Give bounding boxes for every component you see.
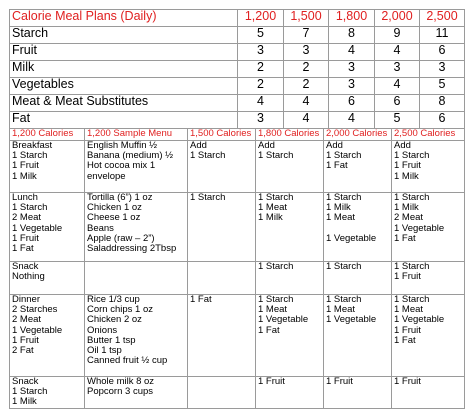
servings-value: 5 xyxy=(420,78,465,95)
menu-line: Add xyxy=(394,140,411,151)
menu-cell xyxy=(85,295,188,377)
servings-value: 4 xyxy=(238,95,284,112)
servings-value: 2 xyxy=(238,61,284,78)
menu-cell xyxy=(392,295,465,377)
servings-value: 2 xyxy=(284,61,329,78)
menu-cell xyxy=(324,377,392,409)
menu-line: 1 Starch xyxy=(326,261,362,272)
menu-line: Popcorn 3 cups xyxy=(87,386,154,398)
menu-line: 1 Starch xyxy=(258,192,294,203)
summary-header-calories: 1,500 xyxy=(284,10,329,27)
servings-value: 6 xyxy=(420,112,465,129)
menu-line: English Muffin ½ xyxy=(87,140,158,151)
menu-line: Chicken 1 oz xyxy=(87,202,142,214)
menu-line: 1 Milk xyxy=(326,202,351,214)
menu-line: 1 Vegetable xyxy=(12,222,63,234)
menu-line: 2 Meat xyxy=(12,314,42,326)
menu-line: 1 Meat xyxy=(394,304,424,316)
menu-cell xyxy=(10,262,85,295)
table-row xyxy=(10,295,465,377)
food-group-label: Starch xyxy=(10,27,238,44)
menu-line: 1 Starch xyxy=(12,150,48,162)
menu-cell xyxy=(256,193,324,262)
servings-value: 3 xyxy=(238,44,284,61)
menu-line: 1 Starch xyxy=(258,294,294,305)
menu-line: Cheese 1 oz xyxy=(87,212,141,224)
servings-value: 9 xyxy=(375,27,420,44)
menu-line: 1 Starch xyxy=(394,261,430,272)
servings-value: 3 xyxy=(375,61,420,78)
menu-line: 1 Fat xyxy=(394,334,416,346)
servings-value: 3 xyxy=(329,78,375,95)
servings-value: 7 xyxy=(284,27,329,44)
menu-line: Add xyxy=(258,140,275,151)
menu-cell xyxy=(188,377,256,409)
menu-line: 2 Fat xyxy=(12,345,34,357)
menu-line: 1 Milk xyxy=(258,212,283,224)
table-row xyxy=(10,193,465,262)
menu-cell xyxy=(10,193,85,262)
menu-line: Oil 1 tsp xyxy=(87,345,122,357)
menu-line: 1 Fruit xyxy=(326,376,353,387)
summary-header-calories: 1,800 xyxy=(329,10,375,27)
calorie-summary-table xyxy=(9,9,465,129)
menu-line: 1 Fruit xyxy=(258,376,285,387)
servings-value: 3 xyxy=(420,61,465,78)
food-group-label: Meat & Meat Substitutes xyxy=(10,95,238,112)
table-row xyxy=(10,262,465,295)
menu-line: 1 Fruit xyxy=(394,160,421,172)
menu-line: 1 Fruit xyxy=(12,160,39,172)
servings-value: 5 xyxy=(375,112,420,129)
menu-line: 1 Meat xyxy=(258,304,288,316)
summary-header-calories: 1,200 xyxy=(238,10,284,27)
summary-header-title: Calorie Meal Plans (Daily) xyxy=(10,10,238,27)
menu-line: Canned fruit ½ cup xyxy=(87,355,168,367)
menu-line: Add xyxy=(326,140,343,151)
menu-line: Breakfast xyxy=(12,140,53,151)
menu-line: Apple (raw – 2”) xyxy=(87,232,155,244)
table-row xyxy=(10,78,465,95)
menu-line: Saladdressing 2Tbsp xyxy=(87,243,177,255)
menu-line: envelope xyxy=(87,170,126,182)
menu-line: Snack xyxy=(12,261,39,272)
menu-column-header: 1,200 Sample Menu xyxy=(85,129,188,141)
menu-line: 1 Fruit xyxy=(394,271,421,283)
menu-cell xyxy=(85,377,188,409)
menu-line: 1 Milk xyxy=(12,170,37,182)
table-row xyxy=(10,112,465,129)
menu-column-header: 1,500 Calories xyxy=(188,129,256,141)
menu-cell xyxy=(188,193,256,262)
menu-line: 1 Starch xyxy=(12,202,48,214)
food-group-label: Fruit xyxy=(10,44,238,61)
menu-cell xyxy=(324,295,392,377)
menu-cell xyxy=(10,295,85,377)
menu-cell xyxy=(188,262,256,295)
servings-value: 4 xyxy=(375,78,420,95)
sample-menu-table xyxy=(9,128,465,409)
menu-line: 1 Starch xyxy=(190,150,226,162)
servings-value: 6 xyxy=(375,95,420,112)
table-row xyxy=(10,95,465,112)
servings-value: 3 xyxy=(329,61,375,78)
menu-line: Banana (medium) ½ xyxy=(87,150,174,162)
table-row xyxy=(10,141,465,193)
menu-line: Beans xyxy=(87,222,114,234)
menu-line: Rice 1/3 cup xyxy=(87,294,140,305)
menu-cell xyxy=(392,377,465,409)
menu-line: Hot cocoa mix 1 xyxy=(87,160,156,172)
menu-cell xyxy=(10,141,85,193)
menu-line: Corn chips 1 oz xyxy=(87,304,154,316)
menu-cell xyxy=(256,377,324,409)
menu-line: 1 Fruit xyxy=(12,334,39,346)
menu-line: 1 Vegetable xyxy=(258,314,309,326)
menu-line: Whole milk 8 oz xyxy=(87,376,155,387)
servings-value: 4 xyxy=(284,112,329,129)
servings-value: 3 xyxy=(238,112,284,129)
menu-line: 1 Starch xyxy=(190,192,226,203)
menu-line: 1 Fat xyxy=(12,243,34,255)
menu-line: 1 Milk xyxy=(12,396,37,408)
menu-line: Snack xyxy=(12,376,39,387)
menu-line: Onions xyxy=(87,324,118,336)
menu-line: Butter 1 tsp xyxy=(87,334,136,346)
menu-line: 1 Starch xyxy=(326,150,362,162)
menu-column-header: 1,200 Calories xyxy=(10,129,85,141)
servings-value: 6 xyxy=(420,44,465,61)
menu-column-header: 1,800 Calories xyxy=(256,129,324,141)
table-row xyxy=(10,61,465,78)
menu-line: 1 Meat xyxy=(258,202,288,214)
menu-line: 1 Fruit xyxy=(394,324,421,336)
menu-line: Tortilla (6”) 1 oz xyxy=(87,192,153,203)
menu-line: Chicken 2 oz xyxy=(87,314,142,326)
servings-value: 11 xyxy=(420,27,465,44)
menu-line: 1 Starch xyxy=(258,261,294,272)
servings-value: 4 xyxy=(329,44,375,61)
menu-line: 1 Starch xyxy=(326,294,362,305)
menu-column-header: 2,000 Calories xyxy=(324,129,392,141)
menu-cell xyxy=(324,193,392,262)
menu-line: 1 Fat xyxy=(326,160,348,172)
menu-cell xyxy=(256,141,324,193)
menu-line: Add xyxy=(190,140,207,151)
servings-value: 2 xyxy=(284,78,329,95)
servings-value: 8 xyxy=(420,95,465,112)
menu-line: 1 Vegetable xyxy=(326,232,377,244)
summary-header-calories: 2,000 xyxy=(375,10,420,27)
menu-cell xyxy=(10,377,85,409)
servings-value: 8 xyxy=(329,27,375,44)
table-row xyxy=(10,44,465,61)
food-group-label: Milk xyxy=(10,61,238,78)
servings-value: 4 xyxy=(375,44,420,61)
menu-cell xyxy=(188,141,256,193)
menu-line: 1 Fruit xyxy=(394,376,421,387)
menu-line: 2 Meat xyxy=(394,212,424,224)
menu-cell xyxy=(324,141,392,193)
menu-cell xyxy=(85,262,188,295)
menu-line: 2 Starches xyxy=(12,304,58,316)
menu-line: 1 Starch xyxy=(258,150,294,162)
menu-line: 1 Fat xyxy=(190,294,212,305)
menu-line: 1 Starch xyxy=(394,192,430,203)
menu-line: 1 Vegetable xyxy=(326,314,377,326)
menu-cell xyxy=(392,262,465,295)
servings-value: 4 xyxy=(329,112,375,129)
menu-column-header: 2,500 Calories xyxy=(392,129,465,141)
food-group-label: Fat xyxy=(10,112,238,129)
menu-header-row xyxy=(10,129,465,141)
menu-cell xyxy=(85,193,188,262)
menu-cell xyxy=(256,295,324,377)
menu-line: 1 Starch xyxy=(394,294,430,305)
menu-line: 1 Starch xyxy=(394,150,430,162)
servings-value: 4 xyxy=(284,95,329,112)
menu-line: 1 Meat xyxy=(326,212,356,224)
table-row xyxy=(10,377,465,409)
menu-cell xyxy=(392,193,465,262)
servings-value: 6 xyxy=(329,95,375,112)
menu-line: 1 Fat xyxy=(394,232,416,244)
menu-line: Lunch xyxy=(12,192,38,203)
menu-cell xyxy=(392,141,465,193)
menu-line: 1 Meat xyxy=(326,304,356,316)
menu-line: 1 Fat xyxy=(258,324,280,336)
servings-value: 2 xyxy=(238,78,284,95)
summary-header-calories: 2,500 xyxy=(420,10,465,27)
menu-line: 1 Vegetable xyxy=(394,222,445,234)
menu-line: 1 Vegetable xyxy=(394,314,445,326)
menu-line: Nothing xyxy=(12,271,45,283)
menu-line: 1 Vegetable xyxy=(12,324,63,336)
menu-cell xyxy=(324,262,392,295)
table-row xyxy=(10,27,465,44)
menu-cell xyxy=(85,141,188,193)
menu-line: 1 Milk xyxy=(394,202,419,214)
menu-line: 1 Fruit xyxy=(12,232,39,244)
menu-cell xyxy=(188,295,256,377)
menu-cell xyxy=(256,262,324,295)
summary-header-row xyxy=(10,10,465,27)
servings-value: 5 xyxy=(238,27,284,44)
menu-line: 2 Meat xyxy=(12,212,42,224)
food-group-label: Vegetables xyxy=(10,78,238,95)
menu-line: 1 Milk xyxy=(394,170,419,182)
menu-line: 1 Starch xyxy=(326,192,362,203)
menu-line: Dinner xyxy=(12,294,40,305)
menu-line: 1 Starch xyxy=(12,386,48,398)
servings-value: 3 xyxy=(284,44,329,61)
